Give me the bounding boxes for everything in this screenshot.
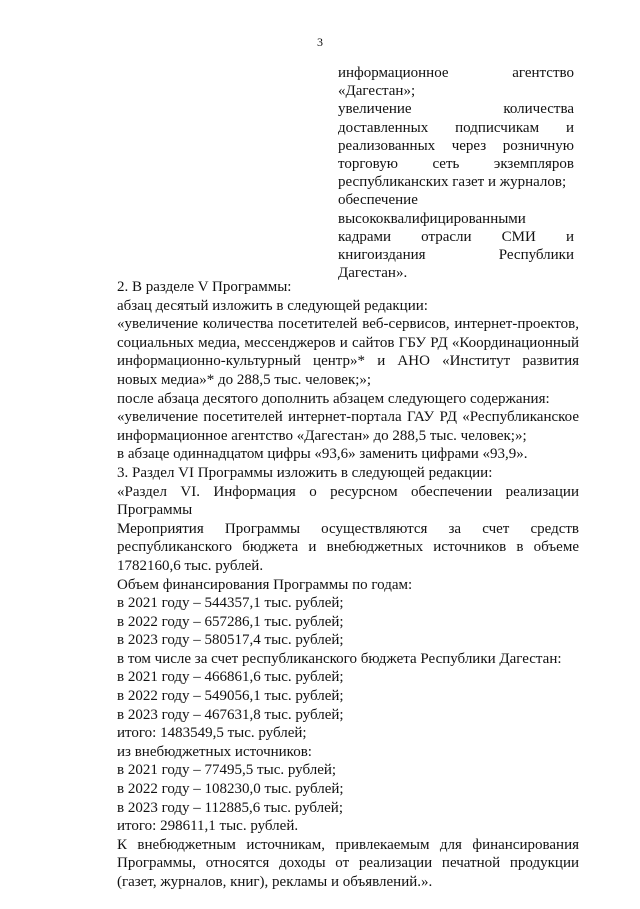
list-item: в 2023 году – 112885,6 тыс. рублей; <box>117 799 343 816</box>
paragraph: после абзаца десятого дополнить абзацем следующего содержания: <box>117 390 550 407</box>
list-item: в 2022 году – 549056,1 тыс. рублей; <box>117 688 344 705</box>
paragraph: увеличение количества доставленных подписчикам и реализованных через розничную торговую сеть экземпляров республиканских газет и журналов; <box>338 101 574 191</box>
paragraph: обеспечение высококвалифицированными кадрами отрасли СМИ и книгоиздания Республики Дагестан». <box>338 192 574 282</box>
list-item: в 2021 году – 544357,1 тыс. рублей; <box>117 595 344 612</box>
section-heading: «Раздел VI. Информация о ресурсном обеспечении реализации Программы <box>117 483 579 519</box>
list-item: в 2023 году – 580517,4 тыс. рублей; <box>117 632 344 649</box>
total-line: итого: 1483549,5 тыс. рублей; <box>117 725 307 742</box>
paragraph: абзац десятый изложить в следующей редакции: <box>117 297 428 314</box>
total-line: итого: 298611,1 тыс. рублей. <box>117 818 299 835</box>
list-item: в 2021 году – 77495,5 тыс. рублей; <box>117 762 337 779</box>
paragraph: информационное агентство «Дагестан»; <box>338 65 574 100</box>
list-item: в 2023 году – 467631,8 тыс. рублей; <box>117 706 344 723</box>
list-item: в 2021 году – 466861,6 тыс. рублей; <box>117 669 344 686</box>
page-number: 3 <box>317 35 323 49</box>
paragraph: «увеличение посетителей интернет-портала ГАУ РД «Республиканское информационное агентство «Дагестан» до 288,5 тыс. человек;»; <box>117 409 579 444</box>
list-item: в 2022 году – 108230,0 тыс. рублей; <box>117 781 344 798</box>
paragraph: 3. Раздел VI Программы изложить в следующей редакции: <box>117 464 493 481</box>
right-column-block <box>338 64 574 282</box>
paragraph: в абзаце одиннадцатом цифры «93,6» заменить цифрами «93,9». <box>117 446 528 463</box>
paragraph: 2. В разделе V Программы: <box>117 279 292 295</box>
paragraph: «увеличение количества посетителей веб-сервисов, интернет-проектов, социальных медиа, мессенджеров и сайтов ГБУ РД «Координационный информационно-культурный центр»* и АНО «Институт развития новых медиа»* до 288,5 тыс. человек;»; <box>117 316 579 388</box>
paragraph: Объем финансирования Программы по годам: <box>117 576 413 593</box>
paragraph: из внебюджетных источников: <box>117 743 312 760</box>
main-text <box>117 278 579 892</box>
paragraph: К внебюджетным источникам, привлекаемым для финансирования Программы, относятся доходы от реализации печатной продукции (газет, журналов, книг), рекламы и объявлений.». <box>117 836 579 890</box>
list-item: в 2022 году – 657286,1 тыс. рублей; <box>117 613 344 630</box>
paragraph: в том числе за счет республиканского бюджета Республики Дагестан: <box>117 650 562 667</box>
paragraph: Мероприятия Программы осуществляются за счет средств республиканского бюджета и внебюджетных источников в объеме 1782160,6 тыс. рублей. <box>117 520 579 574</box>
